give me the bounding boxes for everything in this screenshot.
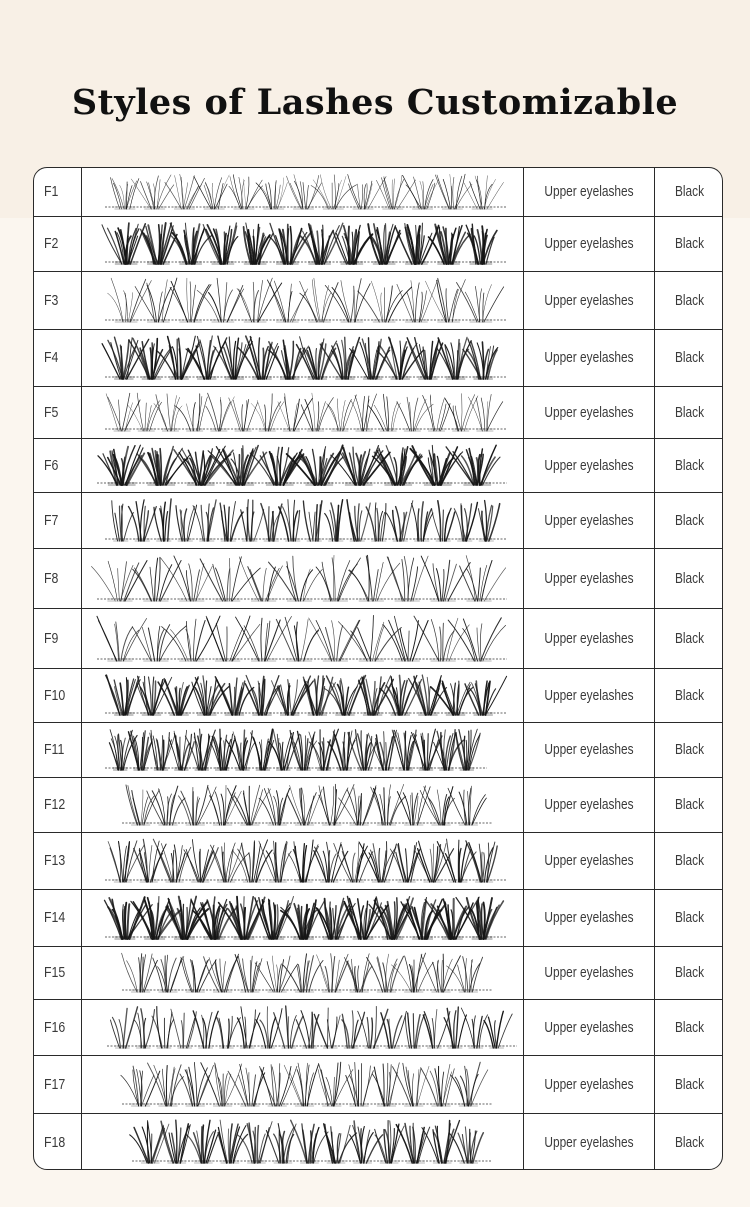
table-row [34,272,722,330]
color-cell [655,669,723,722]
lash-strip-image [82,833,524,890]
lash-position: Upper eyelashes [544,853,634,869]
style-code: F9 [44,630,59,647]
position-cell [524,439,655,492]
lash-image-cell [82,549,524,608]
lash-color: Black [674,570,705,587]
lash-position: Upper eyelashes [544,687,634,704]
lash-color: Black [674,184,705,200]
lash-position: Upper eyelashes [544,742,634,758]
lash-image-cell [82,947,524,999]
color-cell [655,723,723,777]
style-code: F18 [44,1134,66,1151]
lash-strip-image [82,272,524,330]
position-cell [524,947,655,999]
lash-strip-image [82,778,524,833]
lash-position: Upper eyelashes [544,1076,634,1093]
lash-position: Upper eyelashes [544,910,634,926]
lash-position: Upper eyelashes [544,1134,634,1151]
style-code-cell [34,947,82,999]
lash-position: Upper eyelashes [544,1019,634,1036]
style-code: F13 [44,853,66,869]
table-row [34,330,722,387]
lash-image-cell [82,669,524,722]
lash-strip-image [82,549,524,609]
color-cell [655,439,723,492]
style-code: F8 [44,570,59,587]
position-cell [524,549,655,608]
style-code: F15 [44,965,66,981]
style-code-cell [34,890,82,946]
style-code-cell [34,439,82,492]
lash-strip-image [82,723,524,778]
lash-image-cell [82,833,524,889]
style-code: F17 [44,1076,66,1093]
lash-color: Black [674,1134,705,1151]
style-code: F5 [44,404,59,421]
lash-strip-image [82,493,524,549]
color-cell [655,272,723,329]
style-code-cell [34,609,82,668]
lash-color: Black [674,965,705,981]
style-code-cell [34,217,82,271]
table-row [34,1056,722,1114]
style-code-cell [34,330,82,386]
lash-position: Upper eyelashes [544,184,634,200]
lash-color: Black [674,457,705,474]
lash-color: Black [674,350,705,366]
position-cell [524,833,655,889]
lash-image-cell [82,330,524,386]
lash-image-cell [82,439,524,492]
lash-strip-image [82,168,524,217]
lash-color: Black [674,1076,705,1093]
table-row [34,723,722,778]
color-cell [655,1000,723,1055]
lash-image-cell [82,217,524,271]
lash-image-cell [82,609,524,668]
table-row [34,387,722,439]
table-row [34,493,722,549]
lash-image-cell [82,387,524,438]
position-cell [524,493,655,548]
table-row [34,609,722,669]
lash-position: Upper eyelashes [544,350,634,366]
style-code-cell [34,493,82,548]
color-cell [655,1056,723,1113]
table-row [34,439,722,493]
position-cell [524,669,655,722]
lash-strip-image [82,330,524,387]
lash-strip-image [82,387,524,439]
style-code-cell [34,1056,82,1113]
style-code-cell [34,272,82,329]
position-cell [524,168,655,216]
position-cell [524,723,655,777]
lash-color: Black [674,1019,705,1036]
lash-image-cell [82,168,524,216]
style-code-cell [34,1000,82,1055]
lash-color: Black [674,236,705,252]
table-row [34,1000,722,1056]
lash-color: Black [674,404,705,421]
lash-position: Upper eyelashes [544,236,634,252]
lash-position: Upper eyelashes [544,630,634,647]
lash-color: Black [674,910,705,926]
style-code-cell [34,168,82,216]
color-cell [655,833,723,889]
lash-color: Black [674,853,705,869]
style-code-cell [34,778,82,832]
style-code: F7 [44,512,59,529]
lash-image-cell [82,723,524,777]
lash-strip-image [82,669,524,723]
color-cell [655,947,723,999]
position-cell [524,778,655,832]
style-code-cell [34,549,82,608]
style-code: F16 [44,1019,66,1036]
table-row [34,168,722,217]
color-cell [655,168,723,216]
color-cell [655,609,723,668]
lash-image-cell [82,272,524,329]
table-row [34,947,722,1000]
lash-color: Black [674,687,705,704]
style-code: F11 [44,742,65,758]
lash-strip-image [82,1000,524,1056]
lash-strip-image [82,1114,524,1170]
lash-position: Upper eyelashes [544,797,634,813]
style-code: F2 [44,236,59,252]
table-row [34,549,722,609]
position-cell [524,1056,655,1113]
lash-image-cell [82,1056,524,1113]
style-code-cell [34,1114,82,1170]
position-cell [524,890,655,946]
position-cell [524,1114,655,1170]
position-cell [524,609,655,668]
lash-position: Upper eyelashes [544,512,634,529]
lash-strip-image [82,609,524,669]
style-code: F1 [44,184,59,200]
style-code: F10 [44,687,66,704]
lash-strip-image [82,947,524,1000]
table-row [34,669,722,723]
lash-position: Upper eyelashes [544,292,634,309]
color-cell [655,890,723,946]
color-cell [655,1114,723,1170]
lash-image-cell [82,1114,524,1170]
lash-position: Upper eyelashes [544,404,634,421]
table-row [34,778,722,833]
color-cell [655,549,723,608]
lash-color: Black [674,292,705,309]
lash-strip-image [82,217,524,272]
lash-color: Black [674,742,705,758]
style-code: F14 [44,910,66,926]
table-row [34,217,722,272]
style-code: F4 [44,350,59,366]
position-cell [524,1000,655,1055]
color-cell [655,217,723,271]
style-code-cell [34,387,82,438]
lash-position: Upper eyelashes [544,457,634,474]
color-cell [655,493,723,548]
lash-strip-image [82,439,524,493]
position-cell [524,387,655,438]
color-cell [655,387,723,438]
style-code-cell [34,723,82,777]
style-code: F6 [44,457,59,474]
lash-color: Black [674,630,705,647]
color-cell [655,778,723,832]
color-cell [655,330,723,386]
position-cell [524,330,655,386]
lash-image-cell [82,1000,524,1055]
position-cell [524,272,655,329]
position-cell [524,217,655,271]
style-code-cell [34,669,82,722]
table-row [34,1114,722,1170]
lash-styles-table [33,167,723,1170]
lash-position: Upper eyelashes [544,570,634,587]
page-title: Styles of Lashes Customizable [71,82,679,123]
table-row [34,833,722,890]
lash-position: Upper eyelashes [544,965,634,981]
lash-color: Black [674,512,705,529]
table-row [34,890,722,947]
lash-image-cell [82,493,524,548]
lash-color: Black [674,797,705,813]
style-code: F12 [44,797,66,813]
lash-strip-image [82,1056,524,1114]
style-code-cell [34,833,82,889]
lash-image-cell [82,778,524,832]
lash-strip-image [82,890,524,947]
style-code: F3 [44,292,59,309]
lash-image-cell [82,890,524,946]
